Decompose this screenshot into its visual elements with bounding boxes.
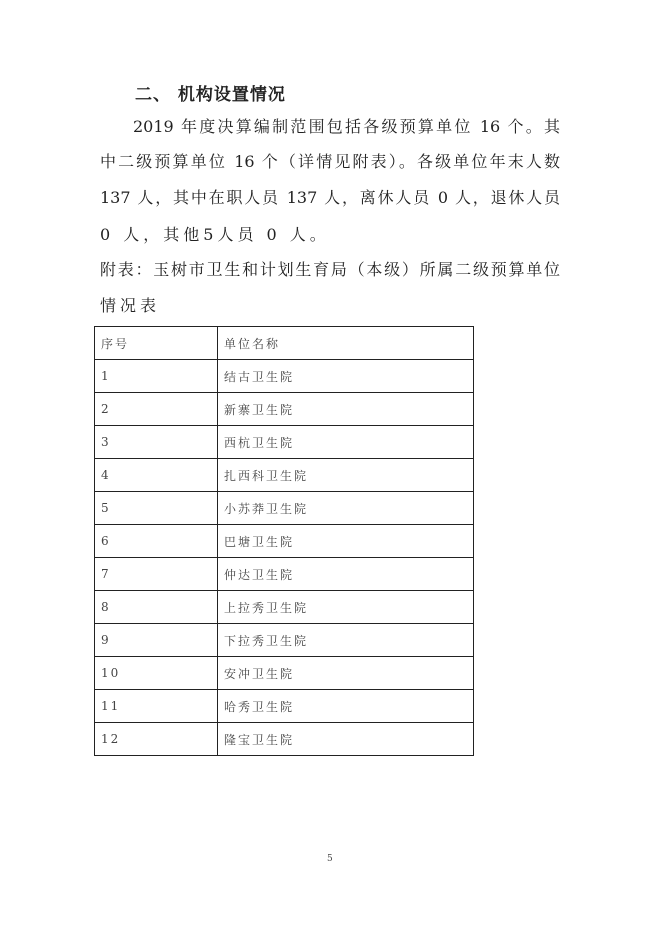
table-row: [95, 723, 474, 756]
header-index: 序号: [95, 327, 218, 360]
table-header-row: [95, 327, 474, 360]
cell-unit-name: 结古卫生院: [218, 360, 474, 393]
table-row: [95, 492, 474, 525]
table-row: [95, 558, 474, 591]
table-row: [95, 459, 474, 492]
cell-unit-name: 西杭卫生院: [218, 426, 474, 459]
table-row: [95, 690, 474, 723]
cell-unit-name: 上拉秀卫生院: [218, 591, 474, 624]
appendix-title-line: 情况表: [100, 296, 161, 315]
cell-index: 7: [95, 558, 218, 591]
cell-index: 11: [95, 690, 218, 723]
paragraph-line: 中二级预算单位 16 个（详情见附表）。各级单位年末人数: [100, 152, 560, 171]
cell-index: 6: [95, 525, 218, 558]
cell-unit-name: 哈秀卫生院: [218, 690, 474, 723]
paragraph-line: 137 人，其中在职人员 137 人，离休人员 0 人，退休人员: [100, 188, 560, 207]
cell-unit-name: 扎西科卫生院: [218, 459, 474, 492]
cell-index: 1: [95, 360, 218, 393]
table-row: [95, 525, 474, 558]
table-row: [95, 393, 474, 426]
cell-index: 10: [95, 657, 218, 690]
table-row: [95, 591, 474, 624]
cell-unit-name: 仲达卫生院: [218, 558, 474, 591]
header-unit-name: 单位名称: [218, 327, 474, 360]
cell-index: 9: [95, 624, 218, 657]
cell-unit-name: 新寨卫生院: [218, 393, 474, 426]
cell-index: 12: [95, 723, 218, 756]
cell-unit-name: 巴塘卫生院: [218, 525, 474, 558]
cell-unit-name: 下拉秀卫生院: [218, 624, 474, 657]
table-row: [95, 657, 474, 690]
paragraph-line: 0 人，其他5人员 0 人。: [100, 225, 330, 244]
budget-units-table: [94, 326, 474, 756]
appendix-title-line: 附表：玉树市卫生和计划生育局（本级）所属二级预算单位: [100, 260, 560, 279]
cell-unit-name: 隆宝卫生院: [218, 723, 474, 756]
cell-index: 2: [95, 393, 218, 426]
paragraph-line: 2019 年度决算编制范围包括各级预算单位 16 个。其: [133, 117, 560, 136]
table-row: [95, 624, 474, 657]
cell-index: 4: [95, 459, 218, 492]
cell-index: 5: [95, 492, 218, 525]
cell-index: 3: [95, 426, 218, 459]
page-number: 5: [327, 854, 333, 864]
cell-index: 8: [95, 591, 218, 624]
section-heading: 二、 机构设置情况: [135, 85, 286, 105]
cell-unit-name: 小苏莽卫生院: [218, 492, 474, 525]
cell-unit-name: 安冲卫生院: [218, 657, 474, 690]
table-row: [95, 360, 474, 393]
table-row: [95, 426, 474, 459]
